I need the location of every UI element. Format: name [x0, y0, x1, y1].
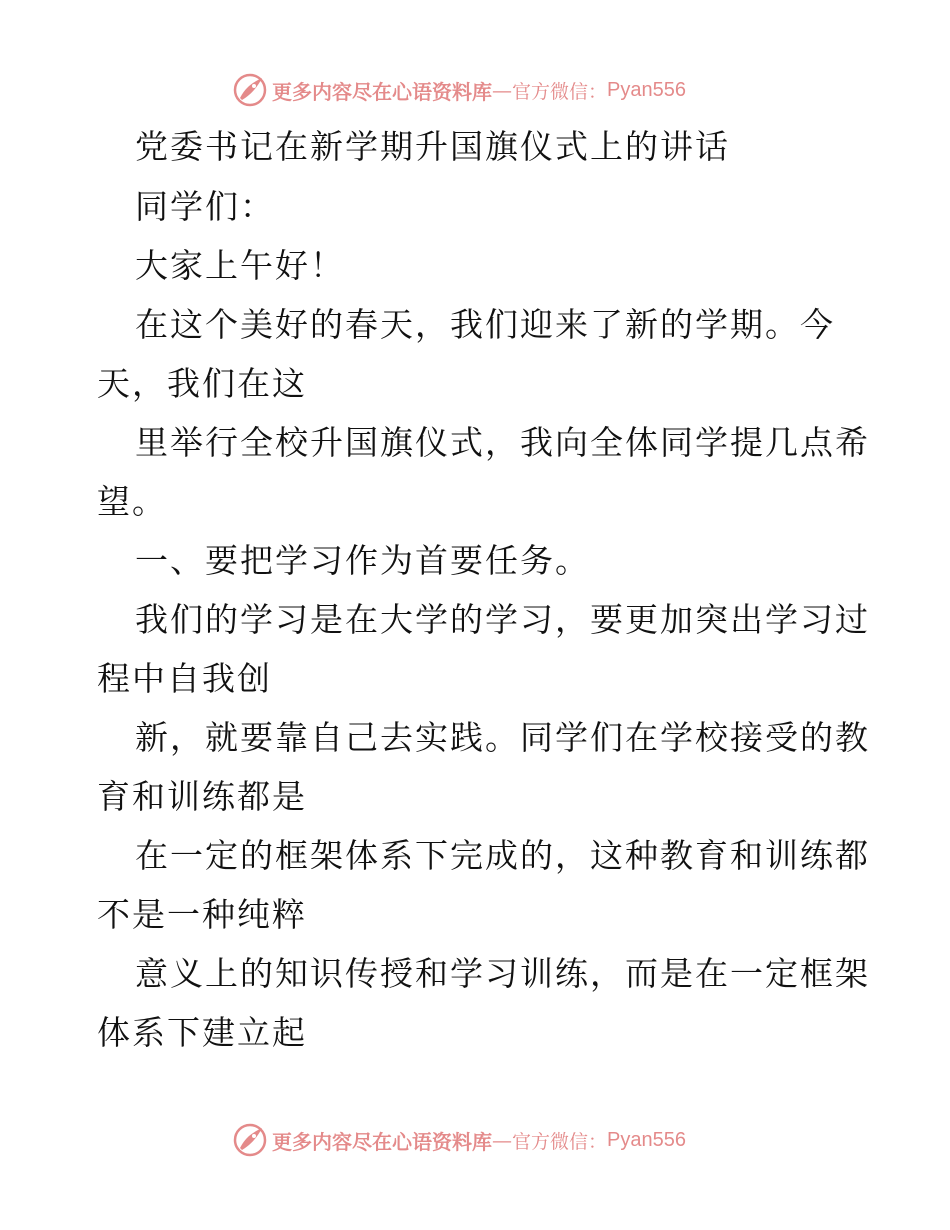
salutation-line: 同学们： [135, 187, 275, 226]
greeting-line: 大家上午好！ [135, 246, 345, 285]
paragraph-line: 不是一种纯粹 [97, 895, 307, 934]
header-watermark [232, 70, 686, 110]
watermark-wechat-id: Pyan556 [607, 78, 686, 101]
section-heading: 一、要把学习作为首要任务。 [135, 541, 590, 580]
paragraph-line: 天，我们在这 [97, 364, 307, 403]
paragraph-line: 在这个美好的春天，我们迎来了新的学期。今 [135, 305, 835, 344]
paragraph-line: 望。 [97, 482, 167, 521]
paragraph-line: 程中自我创 [97, 659, 272, 698]
paragraph-line: 体系下建立起 [97, 1013, 307, 1052]
paragraph-line: 育和训练都是 [97, 777, 307, 816]
watermark-brand: 更多内容尽在心语资料库 [272, 1129, 492, 1154]
paragraph-line: 意义上的知识传授和学习训练，而是在一定框架 [135, 954, 870, 993]
pen-logo-icon [232, 72, 268, 108]
watermark-dash: — [492, 78, 512, 102]
footer-watermark [232, 1120, 686, 1160]
watermark-dash: — [492, 1128, 512, 1152]
watermark-label: 官方微信： [512, 80, 608, 103]
watermark-brand: 更多内容尽在心语资料库 [272, 79, 492, 104]
paragraph-line: 在一定的框架体系下完成的，这种教育和训练都 [135, 836, 870, 875]
document-title: 党委书记在新学期升国旗仪式上的讲话 [135, 127, 730, 166]
paragraph-line: 我们的学习是在大学的学习，要更加突出学习过 [135, 600, 870, 639]
paragraph-line: 新，就要靠自己去实践。同学们在学校接受的教 [135, 718, 870, 757]
watermark-wechat-id: Pyan556 [607, 1128, 686, 1151]
watermark-label: 官方微信： [512, 1130, 608, 1153]
pen-logo-icon [232, 1122, 268, 1158]
paragraph-line: 里举行全校升国旗仪式，我向全体同学提几点希 [135, 423, 870, 462]
